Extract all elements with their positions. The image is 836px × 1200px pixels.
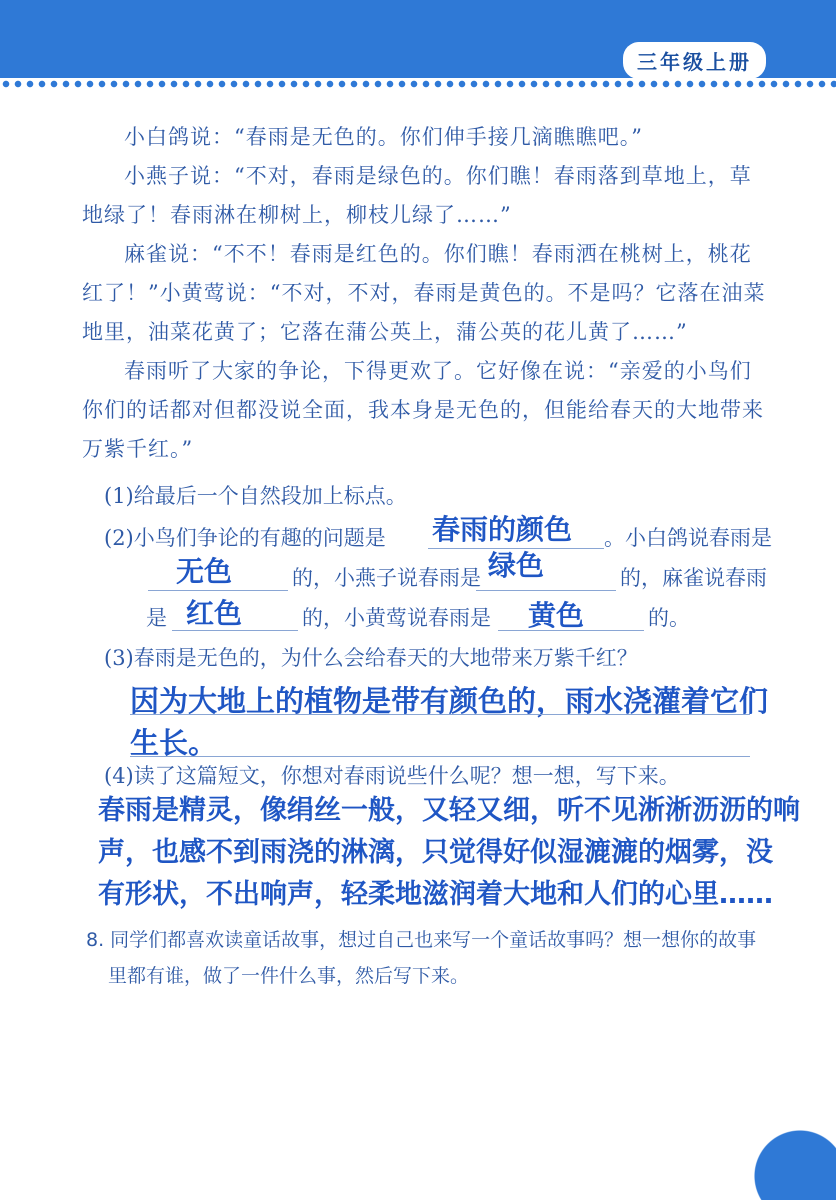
- answer-blank-swallow: [476, 590, 616, 591]
- question-2-text-b: 。小白鸽说春雨是: [604, 526, 772, 550]
- answer-4-line-2: 声，也感不到雨浇的淋漓，只觉得好似湿漉漉的烟雾，没: [98, 837, 773, 868]
- answer-oriole-color: 黄色: [528, 599, 585, 632]
- header-dot-border: [0, 78, 836, 90]
- page-corner-decoration: [716, 1120, 836, 1200]
- paragraph-white-dove: 小白鸽说：“春雨是无色的。你们伸手接几滴瞧瞧吧。”: [124, 125, 643, 149]
- story-passage: [82, 118, 772, 469]
- question-1: (1)给最后一个自然段加上标点。: [104, 484, 407, 508]
- task-8-line-1: 8. 同学们都喜欢读童话故事，想过自己也来写一个童话故事吗？想一想你的故事: [86, 929, 757, 951]
- answer-3-line-2: 生长。: [130, 726, 218, 760]
- question-2-text-d: 的，小燕子说春雨是: [292, 566, 481, 590]
- answer-4-line-3: 有形状，不出响声，轻柔地滋润着大地和人们的心里……: [98, 879, 773, 910]
- paragraph-spring-rain: 春雨听了大家的争论，下得更欢了。它好像在说：“亲爱的小鸟们你们的话都对但都没说全面，我本身是无色的，但能给春天的大地带来万紫千红。”: [82, 359, 764, 461]
- answer-dove-color: 无色: [176, 555, 233, 588]
- question-3: (3)春雨是无色的，为什么会给春天的大地带来万紫千红？: [104, 646, 638, 670]
- task-8-line-2: 里都有谁，做了一件什么事，然后写下来。: [108, 965, 470, 987]
- answer-4-line-1: 春雨是精灵，像绢丝一般，又轻又细，听不见淅淅沥沥的响: [98, 795, 800, 826]
- task-8: [86, 922, 766, 994]
- question-2-text-g: 是: [146, 606, 167, 630]
- question-2-text-k: 的。: [648, 606, 690, 630]
- grade-badge: 三年级上册: [623, 42, 766, 79]
- question-2-text-f: 的，麻雀说春雨: [620, 566, 767, 590]
- answer-swallow-color: 绿色: [488, 549, 545, 582]
- answer-3-underline-1: [130, 714, 750, 715]
- answer-3-underline-2: [130, 756, 750, 757]
- answer-3-line-1: 因为大地上的植物是带有颜色的，雨水浇灌着它们: [130, 684, 769, 718]
- question-4: (4)读了这篇短文，你想对春雨说些什么呢？想一想，写下来。: [104, 764, 680, 788]
- answer-topic: 春雨的颜色: [432, 513, 573, 546]
- paragraph-sparrow-oriole: 麻雀说：“不不！春雨是红色的。你们瞧！春雨洒在桃树上，桃花红了！”小黄莺说：“不对，不对，春雨是黄色的。不是吗？它落在油菜地里，油菜花黄了；它落在蒲公英上，蒲公英的花儿黄了……”: [82, 242, 766, 344]
- paragraph-swallow: 小燕子说：“不对，春雨是绿色的。你们瞧！春雨落到草地上，草地绿了！春雨淋在柳树上，柳枝儿绿了……”: [82, 164, 752, 227]
- question-2-text-i: 的，小黄莺说春雨是: [302, 606, 491, 630]
- answer-blank-dove: [148, 590, 288, 591]
- answer-sparrow-color: 红色: [186, 597, 243, 630]
- question-2-text-a: (2)小鸟们争论的有趣的问题是: [104, 526, 386, 550]
